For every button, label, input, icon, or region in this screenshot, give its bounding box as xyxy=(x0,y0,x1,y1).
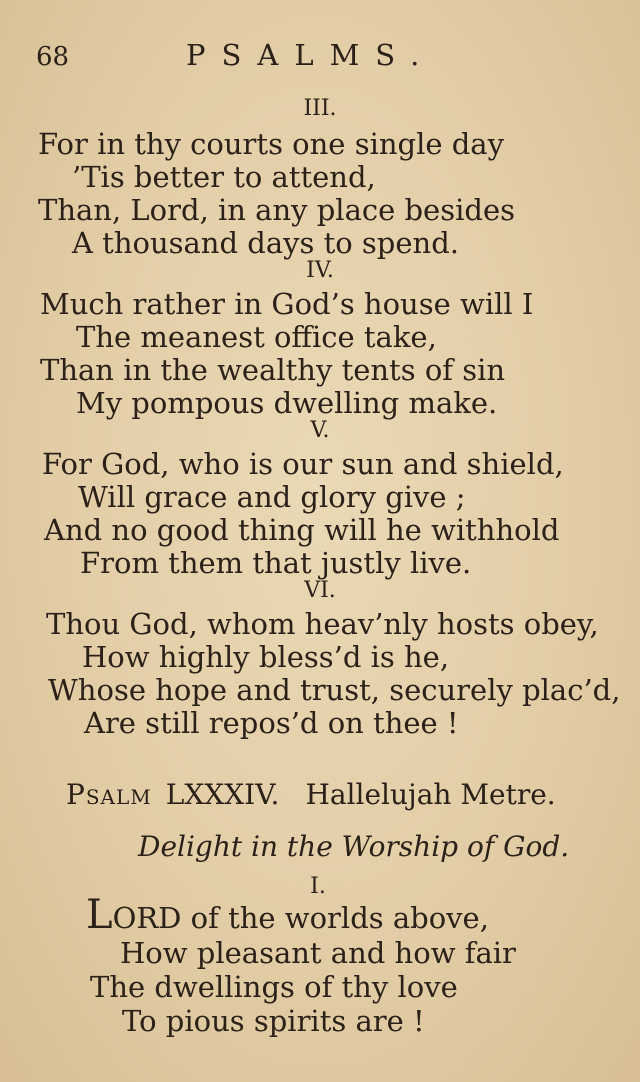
psalm-metre: Hallelujah Metre. xyxy=(305,778,556,811)
stanza-number: IV. xyxy=(306,258,334,283)
verse-line: How pleasant and how fair xyxy=(120,936,516,970)
verse-line: Much rather in God’s house will I xyxy=(40,287,534,321)
verse-line: Than in the wealthy tents of sin xyxy=(40,353,506,387)
stanza-number: V. xyxy=(310,418,330,443)
verse-line: And no good thing will he withhold xyxy=(44,513,560,547)
page-number: 68 xyxy=(36,42,70,72)
verse-line: The dwellings of thy love xyxy=(90,970,458,1004)
verse-line: Than, Lord, in any place besides xyxy=(38,193,515,227)
drop-cap: L xyxy=(86,892,113,938)
verse-line: Will grace and glory give ; xyxy=(78,480,466,514)
verse-line: How highly bless’d is he, xyxy=(82,640,450,674)
verse-line: To pious spirits are ! xyxy=(122,1004,425,1038)
first-word-rest: ORD xyxy=(112,901,182,935)
psalm-heading xyxy=(66,778,556,811)
stanza-number: VI. xyxy=(304,578,336,603)
psalm-subtitle: Delight in the Worship of God. xyxy=(138,830,570,863)
verse-line: A thousand days to spend. xyxy=(72,226,459,260)
verse-line: Thou God, whom heav’nly hosts obey, xyxy=(46,607,599,641)
verse-line: Whose hope and trust, securely plac’d, xyxy=(48,673,621,707)
first-line-rest: of the worlds above, xyxy=(181,901,489,935)
verse-line-first xyxy=(86,892,489,938)
verse-line: My pompous dwelling make. xyxy=(76,386,498,420)
stanza-number: III. xyxy=(303,96,337,121)
running-head: PSALMS. xyxy=(186,38,436,72)
verse-line: Are still repos’d on thee ! xyxy=(84,706,459,740)
verse-line: The meanest office take, xyxy=(76,320,437,354)
verse-line: ’Tis better to attend, xyxy=(72,160,376,194)
verse-line: For God, who is our sun and shield, xyxy=(42,447,564,481)
stanza-number: I. xyxy=(310,874,326,899)
page-header xyxy=(0,38,640,78)
psalm-label: Psalm xyxy=(66,778,152,811)
verse-line: For in thy courts one single day xyxy=(38,127,504,161)
psalm-number: LXXXIV. xyxy=(165,778,280,811)
verse-line: From them that justly live. xyxy=(80,546,472,580)
